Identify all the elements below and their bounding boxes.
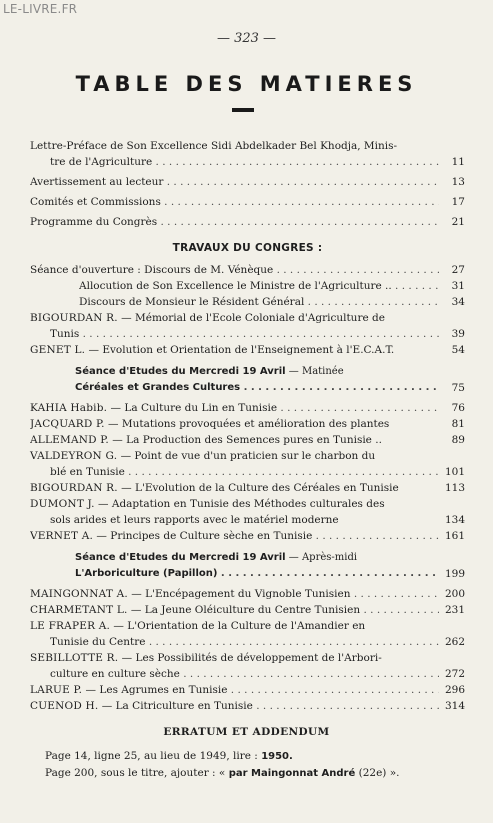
toc-entry-line: — Point de vue d'un praticien sur le charbon du bbox=[120, 450, 376, 462]
page-number: — 323 — bbox=[216, 31, 277, 46]
toc-entry bbox=[30, 618, 465, 650]
toc-entry bbox=[30, 416, 465, 432]
toc-author: MAINGONNAT A. bbox=[30, 588, 128, 600]
errata-line bbox=[45, 748, 465, 765]
title-rule bbox=[232, 108, 254, 112]
toc-page-number: 101 bbox=[444, 466, 465, 478]
errata-list bbox=[45, 748, 465, 782]
toc-entry-line: sols arides et leurs rapports avec le matériel moderne bbox=[50, 514, 342, 526]
toc-entry-line: — La Citriculture en Tunisie bbox=[101, 700, 253, 712]
toc-page-number: 134 bbox=[444, 514, 465, 526]
toc-entry-line: — Mutations provoquées et amélioration des plantes bbox=[108, 418, 390, 430]
toc-page-number: 262 bbox=[444, 636, 465, 648]
toc-page-number: 296 bbox=[444, 684, 465, 696]
toc-entry bbox=[30, 602, 465, 618]
toc-entry-line: culture en culture sèche . . . bbox=[50, 668, 439, 680]
toc-entry-line: — L'Orientation de la Culture de l'Amandier en bbox=[113, 620, 366, 632]
errata-text: Page 14, ligne 25, au lieu de 1949, lire : bbox=[45, 750, 258, 762]
toc-author: CUENOD H. bbox=[30, 700, 99, 712]
toc-page-number: 89 bbox=[451, 434, 465, 446]
watermark: LE-LIVRE.FR bbox=[3, 2, 78, 16]
toc-entry-line: — La Jeune Oléiculture du Centre Tunisien bbox=[130, 604, 361, 616]
toc-page-number: 314 bbox=[444, 700, 465, 712]
seance-time: — Matinée bbox=[285, 366, 344, 377]
toc-author: JACQUARD P. bbox=[30, 418, 105, 430]
errata-correction: par Maingonnat André bbox=[228, 768, 356, 779]
toc-page-number: 17 bbox=[451, 196, 465, 208]
toc-entry-line: — La Production des Semences pures en Tunisie .. bbox=[112, 434, 382, 446]
toc-entry bbox=[30, 342, 465, 358]
toc-page-number: 34 bbox=[451, 296, 465, 308]
seance-topic: L'Arboriculture (Papillon) . . . bbox=[75, 568, 439, 579]
toc-entry-line: Tunisie du Centre . . . bbox=[50, 636, 439, 648]
toc-entry bbox=[30, 294, 465, 310]
toc-entry bbox=[30, 194, 465, 210]
toc-entry-preface bbox=[30, 138, 465, 170]
toc-entry bbox=[30, 262, 465, 278]
toc-entry bbox=[30, 698, 465, 714]
toc-entry-title: Comités et Commissions . . . bbox=[30, 196, 439, 208]
toc-author: VERNET A. bbox=[30, 530, 94, 542]
toc-page-number: 113 bbox=[444, 482, 465, 494]
toc-entry bbox=[30, 310, 465, 342]
toc-page-number: 161 bbox=[444, 530, 465, 542]
seance-heading bbox=[30, 550, 465, 582]
errata-heading: ERRATUM ET ADDENDUM bbox=[163, 726, 330, 738]
toc-author: LARUE P. bbox=[30, 684, 83, 696]
toc-entry-line: — L'Evolution de la Culture des Céréales en Tunisie bbox=[121, 482, 399, 494]
toc-page-number: 11 bbox=[451, 156, 465, 168]
errata-text: Page 200, sous le titre, ajouter : « bbox=[45, 767, 226, 779]
toc-entry bbox=[30, 586, 465, 602]
toc-entry-title: Séance d'ouverture : Discours de M. Vénèque . . . bbox=[30, 264, 439, 276]
toc-page-number: 81 bbox=[451, 418, 465, 430]
toc-entry-line: — L'Encépagement du Vignoble Tunisien bbox=[131, 588, 351, 600]
toc-entry-line: tre de l'Agriculture . . . bbox=[50, 156, 439, 168]
errata-line bbox=[45, 765, 465, 782]
table-of-contents bbox=[30, 138, 465, 714]
toc-author: GENET L. bbox=[30, 344, 86, 356]
toc-page-number: 272 bbox=[444, 668, 465, 680]
seance-time: — Après-midi bbox=[285, 552, 358, 563]
toc-author: LE FRAPER A. bbox=[30, 620, 111, 632]
toc-entry-line: — La Culture du Lin en Tunisie bbox=[110, 402, 278, 414]
toc-entry-title: Avertissement au lecteur . . . bbox=[30, 176, 439, 188]
toc-entry bbox=[30, 214, 465, 230]
seance-title: Séance d'Etudes du Mercredi 19 Avril bbox=[75, 552, 286, 563]
toc-author: DUMONT J. bbox=[30, 498, 95, 510]
toc-author: KAHIA Habib. bbox=[30, 402, 108, 414]
toc-page-number: 31 bbox=[451, 280, 465, 292]
seance-title: Séance d'Etudes du Mercredi 19 Avril bbox=[75, 366, 286, 377]
toc-page-number: 54 bbox=[451, 344, 465, 356]
toc-entry-line: — Mémorial de l'Ecole Coloniale d'Agriculture de bbox=[121, 312, 385, 324]
errata-text: (22e) ». bbox=[358, 767, 400, 779]
toc-entry-line: — Principes de Culture sèche en Tunisie bbox=[96, 530, 313, 542]
toc-entry-title: Discours de Monsieur le Résident Général . . . bbox=[79, 296, 439, 308]
toc-entry bbox=[30, 278, 465, 294]
toc-page-number: 75 bbox=[451, 382, 465, 394]
toc-entry bbox=[30, 650, 465, 682]
toc-entry-title: Programme du Congrès . . . bbox=[30, 216, 439, 228]
toc-entry bbox=[30, 528, 465, 544]
toc-entry-line: Tunis . . . bbox=[50, 328, 439, 340]
toc-author: SEBILLOTTE R. bbox=[30, 652, 119, 664]
section-heading: TRAVAUX DU CONGRES : bbox=[172, 242, 323, 254]
toc-page-number: 199 bbox=[444, 568, 465, 580]
toc-entry-title: Allocution de Son Excellence le Ministre de l'Agriculture .. . . . bbox=[79, 280, 439, 292]
toc-page-number: 27 bbox=[451, 264, 465, 276]
toc-entry bbox=[30, 432, 465, 448]
page-title: TABLE DES MATIERES bbox=[75, 72, 418, 96]
toc-entry-line: Lettre-Préface de Son Excellence Sidi Abdelkader Bel Khodja, Minis- bbox=[30, 140, 398, 152]
toc-page-number: 39 bbox=[451, 328, 465, 340]
toc-author: CHARMETANT L. bbox=[30, 604, 128, 616]
errata-correction: 1950. bbox=[261, 751, 293, 762]
toc-author: ALLEMAND P. bbox=[30, 434, 109, 446]
toc-page-number: 13 bbox=[451, 176, 465, 188]
toc-page-number: 21 bbox=[451, 216, 465, 228]
toc-page-number: 200 bbox=[444, 588, 465, 600]
toc-author: VALDEYRON G. bbox=[30, 450, 118, 462]
toc-entry bbox=[30, 174, 465, 190]
seance-heading bbox=[30, 364, 465, 396]
toc-page-number: 76 bbox=[451, 402, 465, 414]
seance-topic: Céréales et Grandes Cultures . . . bbox=[75, 382, 439, 393]
toc-entry-line: — Les Possibilités de développement de l'Arbori- bbox=[121, 652, 382, 664]
toc-entry bbox=[30, 480, 465, 496]
toc-entry-line: — Adaptation en Tunisie des Méthodes culturales des bbox=[98, 498, 385, 510]
toc-entry bbox=[30, 496, 465, 528]
toc-author: BIGOURDAN R. bbox=[30, 312, 118, 324]
toc-entry bbox=[30, 682, 465, 698]
toc-page-number: 231 bbox=[444, 604, 465, 616]
toc-entry-line: — Les Agrumes en Tunisie bbox=[85, 684, 228, 696]
toc-author: BIGOURDAN R. bbox=[30, 482, 118, 494]
toc-entry bbox=[30, 448, 465, 480]
toc-entry-line: — Evolution et Orientation de l'Enseignement à l'E.C.A.T. bbox=[88, 344, 395, 356]
toc-entry bbox=[30, 400, 465, 416]
toc-entry-line: blé en Tunisie . . . bbox=[50, 466, 439, 478]
